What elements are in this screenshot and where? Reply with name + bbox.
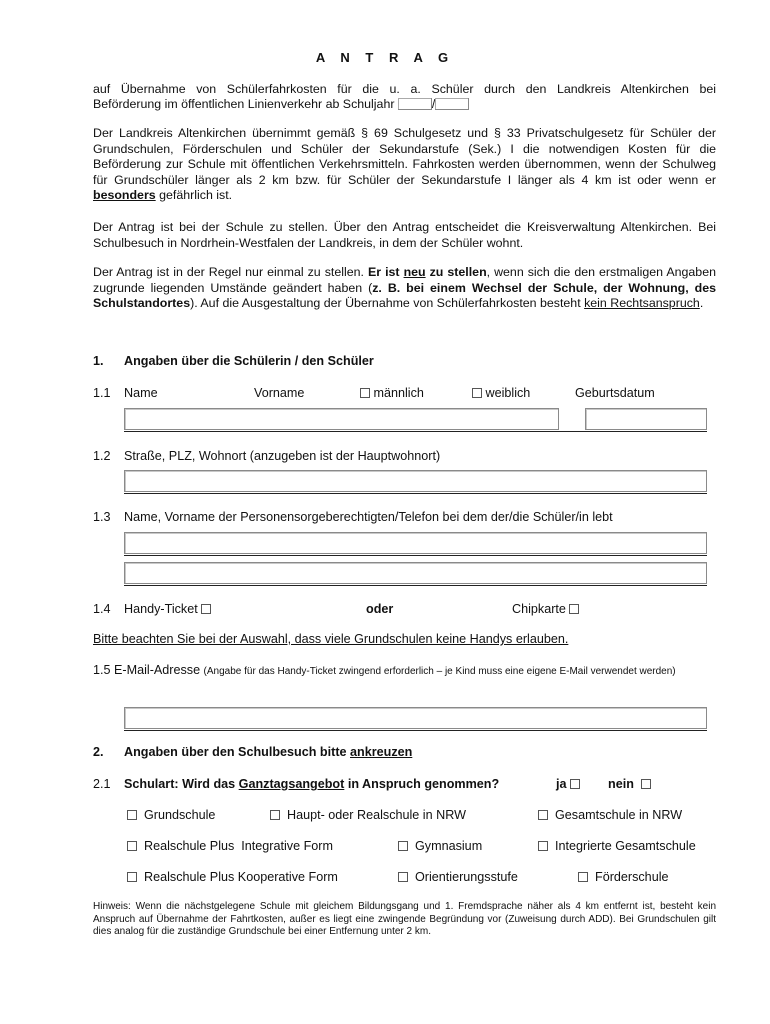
school-rp-kooperativ[interactable]: Realschule Plus Kooperative Form [127,870,338,884]
school-orientierungsstufe[interactable]: Orientierungsstufe [398,870,518,884]
school-rp-integrativ[interactable]: Realschule Plus Integrative Form [127,839,333,853]
orientierungsstufe-checkbox[interactable] [398,872,408,882]
divider-line [124,585,707,586]
school-integrierte-gesamtschule[interactable]: Integrierte Gesamtschule [538,839,696,853]
nein-option[interactable]: nein [608,777,651,791]
female-option[interactable]: weiblich [472,386,530,400]
school-grundschule[interactable]: Grundschule [127,808,215,822]
gymnasium-checkbox[interactable] [398,841,408,851]
handy-ticket-checkbox[interactable] [201,604,211,614]
grundschule-checkbox[interactable] [127,810,137,820]
school-gesamtschule-nrw[interactable]: Gesamtschule in NRW [538,808,682,822]
divider-line [124,555,707,556]
integrierte-gesamtschule-checkbox[interactable] [538,841,548,851]
paragraph-renewal: Der Antrag ist in der Regel nur einmal zu stellen. Er ist neu zu stellen, wenn sich die den erstmaligen Angaben zugrunde liegenden Umstände geändert haben (z. B. bei einem Wechsel der Schule, der Wohnung, des Schulstandortes). Auf die Ausgestaltung der Übernahme von Schülerfahrkosten besteht kein Rechtsanspruch. [93,265,716,311]
school-foerderschule[interactable]: Förderschule [578,870,669,884]
guardian-input-2[interactable] [124,562,707,584]
guardian-label: Name, Vorname der Personensorgeberechtigten/Telefon bei dem der/die Schüler/in lebt [124,510,613,524]
chipkarte-option[interactable]: Chipkarte [512,602,579,616]
birthdate-label: Geburtsdatum [575,386,655,400]
gesamtschule-nrw-checkbox[interactable] [538,810,548,820]
section-1-1-number: 1.1 [93,386,111,400]
intro-line-2: Beförderung im öffentlichen Linienverkehr ab Schuljahr / [93,97,716,113]
chipkarte-checkbox[interactable] [569,604,579,614]
ja-option[interactable]: ja [556,777,580,791]
oder-label: oder [366,602,394,616]
section-1-number: 1. [93,354,104,368]
female-checkbox[interactable] [472,388,482,398]
email-label-block: 1.5 E-Mail-Adresse (Angabe für das Handy-Ticket zwingend erforderlich – je Kind muss eine eigene E-Mail verwendet werden) [93,663,676,677]
form-title: A N T R A G [315,50,455,65]
rp-kooperativ-checkbox[interactable] [127,872,137,882]
ja-checkbox[interactable] [570,779,580,789]
name-label: Name [124,386,158,400]
foerderschule-checkbox[interactable] [578,872,588,882]
intro-line-1: auf Übernahme von Schülerfahrkosten für die u. a. Schüler durch den Landkreis Altenkirchen bei [93,82,716,96]
distance-hint: Hinweis: Wenn die nächstgelegene Schule mit gleichem Bildungsgang und 1. Fremdsprache näher als 4 km entfernt ist, besteht kein Anspruch auf Übernahme der Fahrtkosten, außer es liegt eine zwingende Begründung vor (Zuweisung durch ADD). Bei Grundschulen gilt dies analog für die zuständige Grundschule bei einer Entfernung unter 2 km. [93,901,716,937]
school-year-end-field[interactable] [435,98,469,110]
divider-line [124,493,707,494]
paragraph-legal-basis: Der Landkreis Altenkirchen übernimmt gemäß § 69 Schulgesetz und § 33 Privatschulgesetz für Schüler der Grundschulen, Förderschulen und Schüler der Sekundarstufe (Sek.) I die notwendigen Kosten für die Beförderung zur Schule mit öffentlichen Verkehrsmitteln. Fahrkosten werden übernommen, wenn der Schulweg für Grundschüler länger als 2 km bzw. für Schüler der Sekundarstufe I länger als 4 km ist oder wenn er besonders gefährlich ist. [93,126,716,203]
name-input[interactable] [124,408,559,430]
guardian-input-1[interactable] [124,532,707,554]
vorname-label: Vorname [254,386,305,400]
haupt-real-checkbox[interactable] [270,810,280,820]
section-2-1-number: 2.1 [93,777,111,791]
male-checkbox[interactable] [360,388,370,398]
male-option[interactable]: männlich [360,386,424,400]
divider-line [124,730,707,731]
handy-notice: Bitte beachten Sie bei der Auswahl, dass viele Grundschulen keine Handys erlauben. [93,632,569,646]
school-year-start-field[interactable] [398,98,432,110]
divider-line [124,431,707,432]
section-1-title: Angaben über die Schülerin / den Schüler [124,354,374,368]
paragraph-submission: Der Antrag ist bei der Schule zu stellen. Über den Antrag entscheidet die Kreisverwaltung Altenkirchen. Bei Schulbesuch in Nordrhein-Westfalen der Landkreis, in dem der Schüler wohnt. [93,220,716,250]
school-haupt-real-nrw[interactable]: Haupt- oder Realschule in NRW [270,808,466,822]
section-2-title: Angaben über den Schulbesuch bitte ankreuzen [124,745,413,759]
birthdate-input[interactable] [585,408,707,430]
section-2-number: 2. [93,745,104,759]
nein-checkbox[interactable] [641,779,651,789]
ganztag-question: Schulart: Wird das Ganztagsangebot in Anspruch genommen? [124,777,500,791]
email-input[interactable] [124,707,707,729]
address-input[interactable] [124,470,707,492]
school-gymnasium[interactable]: Gymnasium [398,839,482,853]
section-1-3-number: 1.3 [93,510,111,524]
handy-ticket-option[interactable]: Handy-Ticket [124,602,211,616]
rp-integrativ-checkbox[interactable] [127,841,137,851]
section-1-4-number: 1.4 [93,602,111,616]
address-label: Straße, PLZ, Wohnort (anzugeben ist der Hauptwohnort) [124,449,441,463]
section-1-2-number: 1.2 [93,449,111,463]
